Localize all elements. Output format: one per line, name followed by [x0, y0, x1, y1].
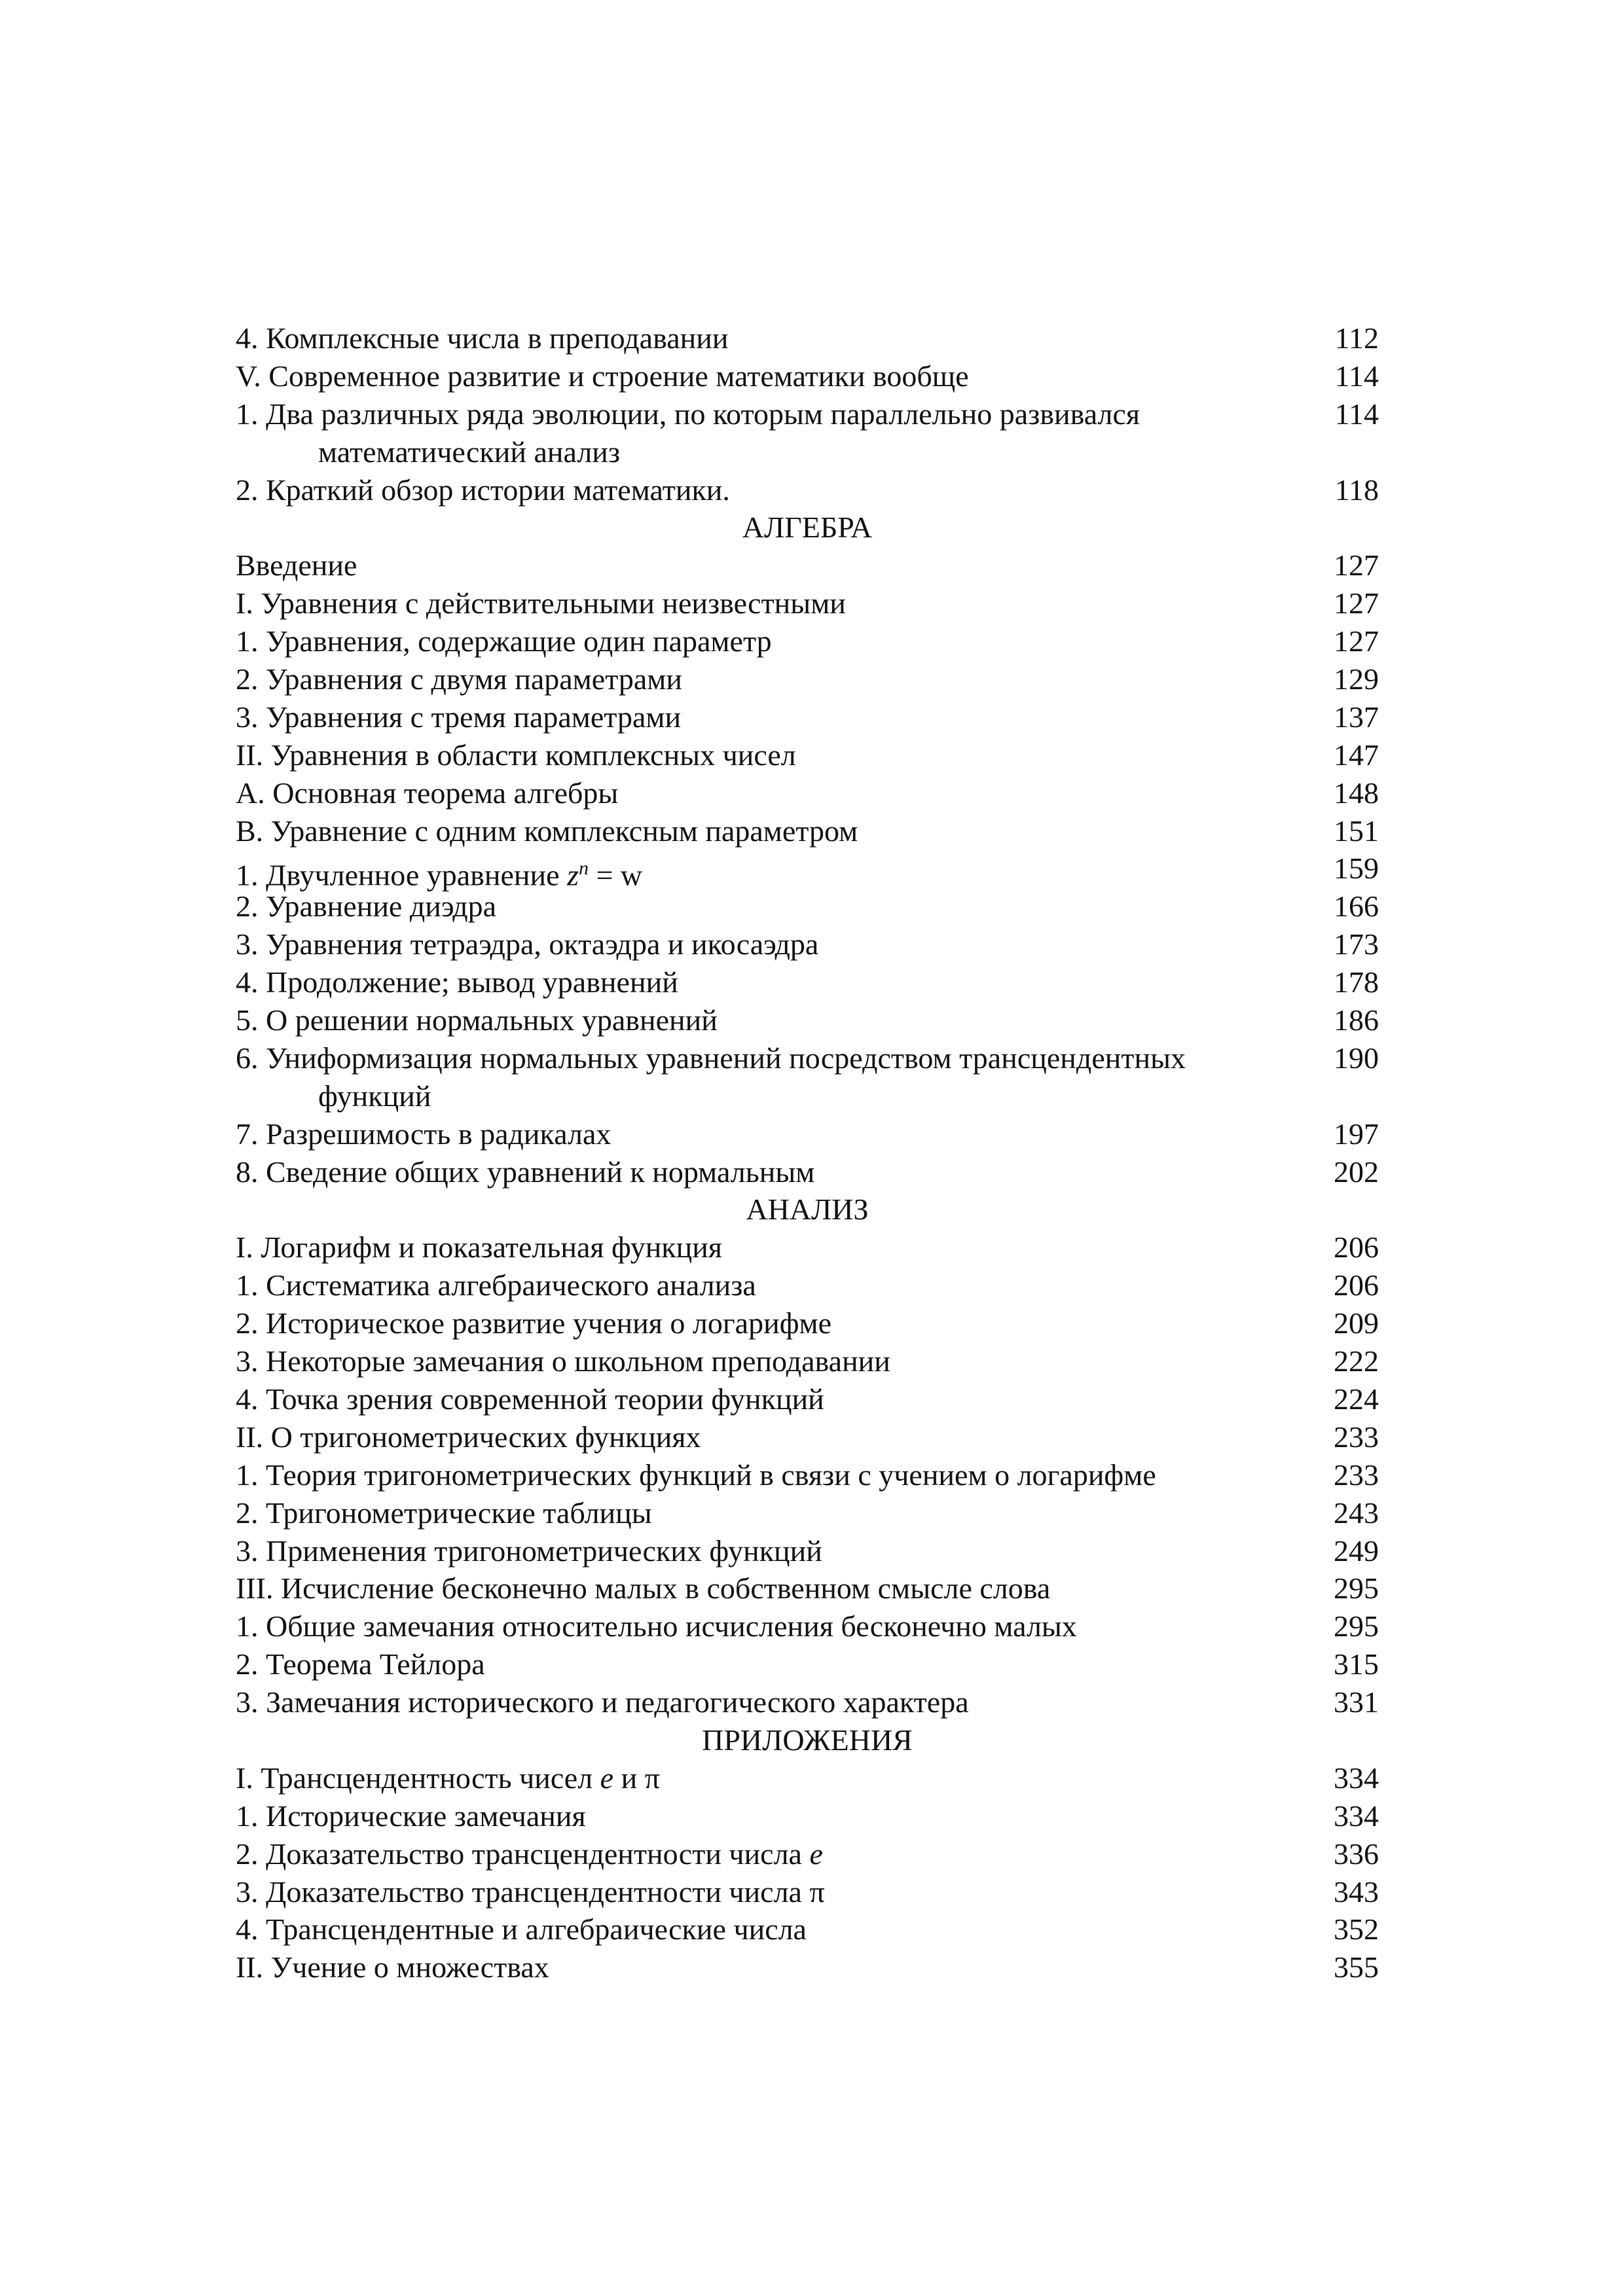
toc-entry-title: 8. Сведение общих уравнений к нормальным: [236, 1155, 815, 1189]
toc-page-number: 127: [1334, 548, 1379, 583]
toc-page-number: 186: [1334, 1003, 1379, 1037]
toc-entry-title: 3. Доказательство трансцендентности числа π: [236, 1874, 825, 1909]
toc-page-number: 127: [1334, 586, 1379, 620]
toc-entry-title: II. О тригонометрических функциях: [236, 1420, 701, 1454]
toc-entry: [236, 963, 1379, 1001]
toc-entry: [236, 1380, 1379, 1418]
toc-page-number: 178: [1334, 965, 1379, 999]
toc-page-number: 206: [1334, 1230, 1379, 1265]
toc-entry: [236, 357, 1379, 395]
toc-entry-title: 3. Замечания исторического и педагогического характера: [236, 1685, 969, 1719]
toc-page-number: 209: [1334, 1306, 1379, 1340]
toc-page-number: 206: [1334, 1268, 1379, 1302]
toc-entry-title: 2. Историческое развитие учения о логарифме: [236, 1306, 832, 1340]
toc-page-number: 249: [1334, 1534, 1379, 1568]
toc-entry-title: 2. Уравнения с двумя параметрами: [236, 662, 683, 696]
toc-entry: [236, 888, 1379, 925]
toc-page-number: 233: [1334, 1420, 1379, 1454]
toc-entry-title: 3. Уравнения тетраэдра, октаэдра и икосаэдра: [236, 927, 819, 961]
math-symbol: e: [809, 1837, 823, 1871]
math-symbol: e: [600, 1761, 614, 1795]
toc-entry-title: II. Уравнения в области комплексных чисел: [236, 738, 796, 772]
toc-page-number: 166: [1334, 889, 1379, 924]
toc-entry-title: 1. Систематика алгебраического анализа: [236, 1268, 756, 1302]
toc-entry-title: I. Трансцендентность чисел e и π: [236, 1761, 660, 1795]
toc-entry: [236, 622, 1379, 660]
toc-page-number: 295: [1334, 1609, 1379, 1643]
math-symbol: z: [567, 858, 579, 892]
toc-entry-title: 2. Теорема Тейлора: [236, 1647, 485, 1681]
toc-entry: [236, 1266, 1379, 1304]
toc-entry: [236, 1835, 1379, 1873]
toc-page-number: 222: [1334, 1344, 1379, 1378]
toc-entry-title: 1. Общие замечания относительно исчисления бесконечно малых: [236, 1609, 1077, 1643]
toc-entry: [236, 584, 1379, 622]
toc-entry-title: 3. Некоторые замечания о школьном преподавании: [236, 1344, 890, 1378]
toc-entry: [236, 1039, 1379, 1077]
toc-entry: [236, 812, 1379, 850]
toc-entry-title: A. Основная теорема алгебры: [236, 776, 619, 810]
toc-entry-continuation: функций: [318, 1079, 431, 1113]
toc-entry-title: 2. Доказательство трансцендентности числа e: [236, 1837, 823, 1871]
toc-entry: [236, 1115, 1379, 1153]
toc-entry-title: II. Учение о множествах: [236, 1950, 549, 1984]
toc-entry-title: 1. Теория тригонометрических функций в связи с учением о логарифме: [236, 1458, 1156, 1492]
toc-entry: [236, 1456, 1379, 1494]
toc-page-number: 295: [1334, 1571, 1379, 1605]
toc-entry: [236, 850, 1379, 892]
toc-entry: [236, 774, 1379, 812]
toc-page-number: 118: [1334, 473, 1379, 507]
toc-entry-title: 3. Уравнения с тремя параметрами: [236, 700, 682, 734]
toc-entry-title: III. Исчисление бесконечно малых в собственном смысле слова: [236, 1571, 1051, 1605]
section-heading: АЛГЕБРА: [742, 511, 873, 545]
toc-entry: [236, 698, 1379, 736]
toc-entry-title: 5. О решении нормальных уравнений: [236, 1003, 718, 1037]
toc-entry-title: Введение: [236, 548, 357, 583]
toc-entry-title: 1. Два различных ряда эволюции, по которым параллельно развивался: [236, 397, 1140, 431]
toc-page-number: 114: [1334, 359, 1379, 393]
toc-page-number: 148: [1334, 776, 1379, 810]
toc-entry: [236, 1759, 1379, 1797]
toc-page-number: 355: [1334, 1950, 1379, 1984]
toc-entry: [236, 1683, 1379, 1721]
toc-entry: [236, 1797, 1379, 1835]
toc-page-number: 336: [1334, 1837, 1379, 1871]
toc-page-number: 137: [1334, 700, 1379, 734]
math-exponent: n: [578, 857, 589, 880]
toc-page-number: 224: [1334, 1382, 1379, 1416]
toc-entry-title: 1. Исторические замечания: [236, 1799, 586, 1833]
toc-page-number: 190: [1334, 1041, 1379, 1075]
toc-entry: [236, 319, 1379, 357]
toc-entry: [236, 660, 1379, 698]
toc-entry: [236, 1607, 1379, 1645]
toc-page-number: 112: [1334, 321, 1379, 355]
toc-entry-title: 6. Униформизация нормальных уравнений посредством трансцендентных: [236, 1041, 1186, 1075]
toc-entry: [236, 547, 1379, 584]
toc-page-number: 331: [1334, 1685, 1379, 1719]
toc-page-number: 151: [1334, 814, 1379, 848]
toc-entry: [236, 1342, 1379, 1380]
toc-entry-title: 3. Применения тригонометрических функций: [236, 1534, 822, 1568]
toc-entry-title: 1. Двучленное уравнение $z^n = w$: [236, 857, 643, 892]
toc-entry: [236, 1948, 1379, 1986]
toc-page-number: 114: [1334, 397, 1379, 431]
toc-entry: [236, 1910, 1379, 1948]
toc-entry: [236, 1418, 1379, 1456]
toc-entry-title: 2. Тригонометрические таблицы: [236, 1496, 652, 1530]
toc-entry-title: 4. Точка зрения современной теории функций: [236, 1382, 824, 1416]
toc-entry-title: 2. Краткий обзор истории математики.: [236, 473, 730, 507]
toc-entry: [236, 395, 1379, 433]
toc-entry-title: V. Современное развитие и строение математики вообще: [236, 359, 969, 393]
toc-page-number: 127: [1334, 624, 1379, 658]
toc-page-number: 352: [1334, 1912, 1379, 1946]
toc-entry: [236, 1873, 1379, 1911]
toc-page-number: 202: [1334, 1155, 1379, 1189]
toc-entry: [236, 1494, 1379, 1532]
toc-page-number: 334: [1334, 1761, 1379, 1795]
toc-entry-continuation: математический анализ: [318, 435, 621, 469]
toc-entry: [236, 736, 1379, 774]
toc-entry-title: 4. Продолжение; вывод уравнений: [236, 965, 678, 999]
toc-entry-title: 4. Комплексные числа в преподавании: [236, 321, 729, 355]
toc-entry-title: 7. Разрешимость в радикалах: [236, 1117, 611, 1151]
toc-page-number: 129: [1334, 662, 1379, 696]
table-of-contents: [236, 319, 1379, 1986]
toc-entry: [236, 1001, 1379, 1039]
toc-entry-title: B. Уравнение с одним комплексным параметром: [236, 814, 858, 848]
toc-entry-title: 2. Уравнение диэдра: [236, 889, 497, 924]
toc-page-number: 197: [1334, 1117, 1379, 1151]
toc-entry-title: 1. Уравнения, содержащие один параметр: [236, 624, 772, 658]
toc-page-number: 315: [1334, 1647, 1379, 1681]
toc-entry: [236, 1570, 1379, 1607]
toc-page-number: 147: [1334, 738, 1379, 772]
section-heading: ПРИЛОЖЕНИЯ: [702, 1723, 913, 1757]
toc-entry: [236, 1153, 1379, 1191]
toc-entry: [236, 471, 1379, 509]
section-heading: АНАЛИЗ: [746, 1193, 869, 1227]
toc-page-number: 233: [1334, 1458, 1379, 1492]
toc-entry: [236, 925, 1379, 963]
toc-entry-title: I. Логарифм и показательная функция: [236, 1230, 723, 1265]
toc-entry-title: I. Уравнения с действительными неизвестными: [236, 586, 846, 620]
toc-entry: [236, 1532, 1379, 1570]
toc-page-number: 243: [1334, 1496, 1379, 1530]
toc-entry: [236, 1229, 1379, 1266]
toc-entry-title: 4. Трансцендентные и алгебраические числа: [236, 1912, 807, 1946]
toc-page-number: 343: [1334, 1874, 1379, 1909]
toc-page-number: 173: [1334, 927, 1379, 961]
toc-entry: [236, 1645, 1379, 1683]
toc-page-number: 159: [1334, 852, 1379, 886]
toc-page-number: 334: [1334, 1799, 1379, 1833]
toc-entry: [236, 1304, 1379, 1342]
